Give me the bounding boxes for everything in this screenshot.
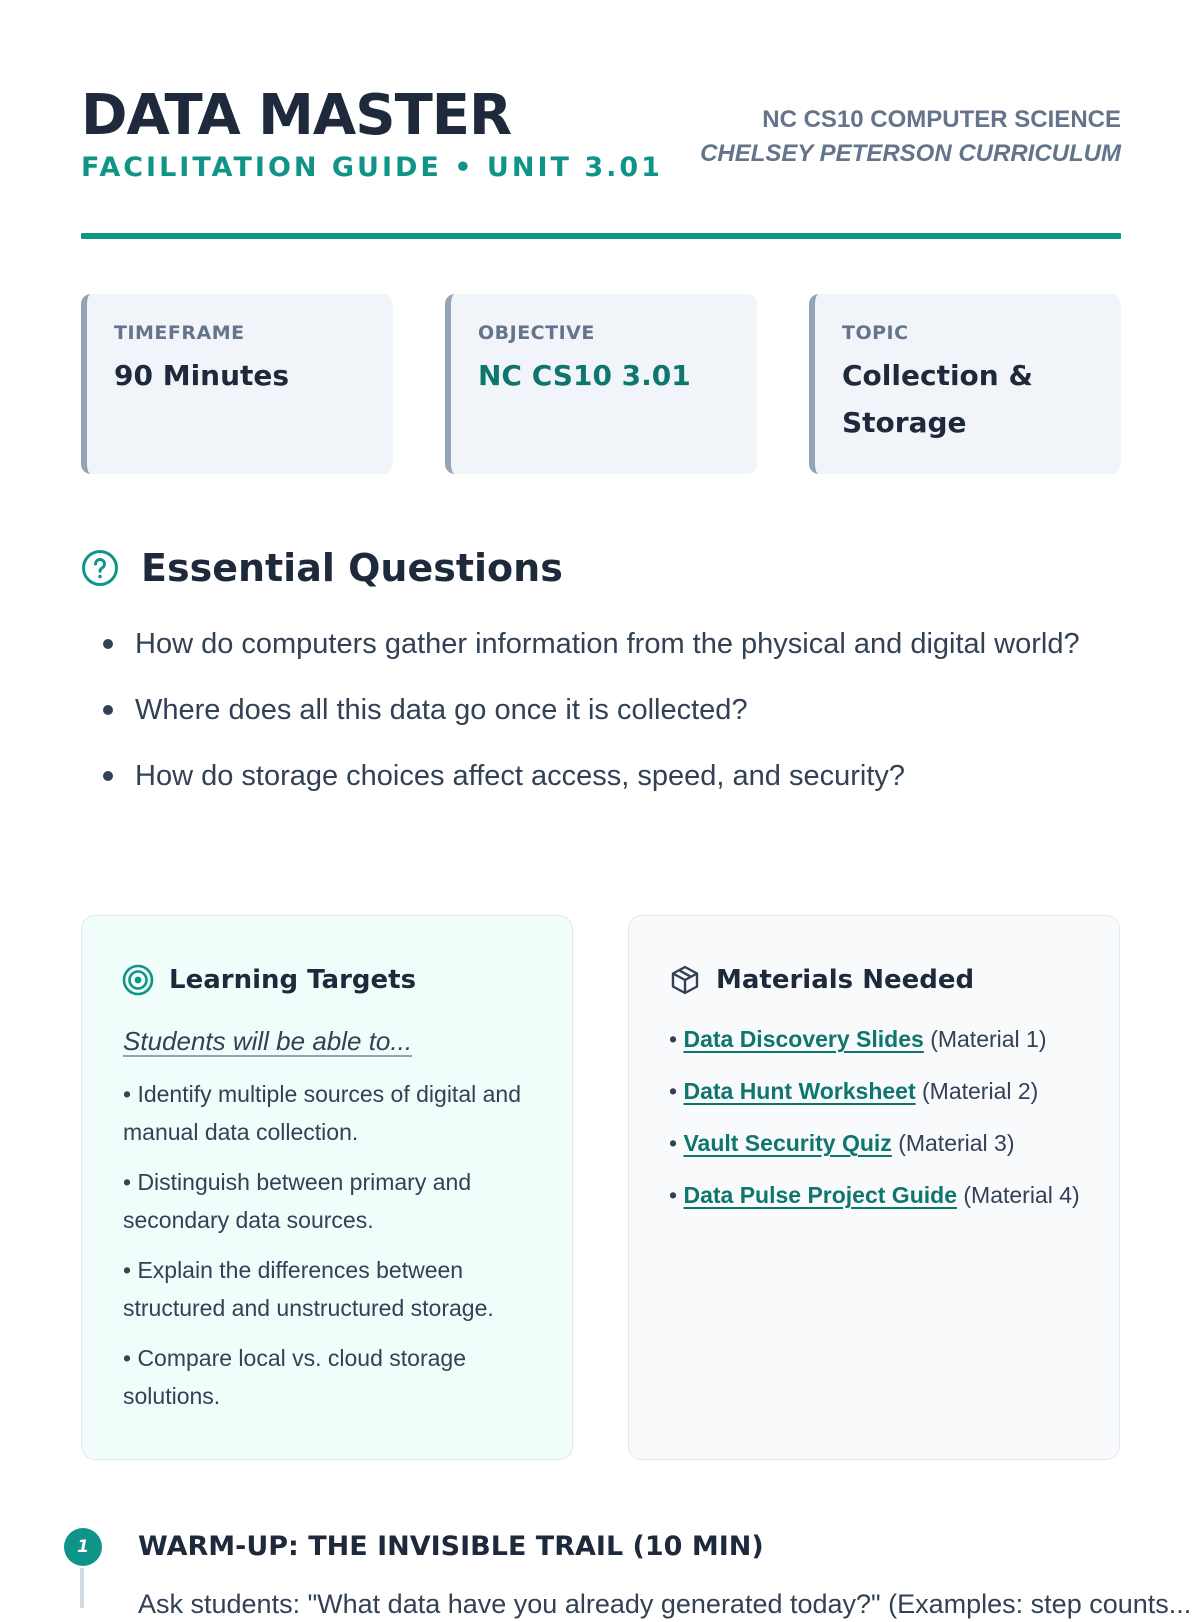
card-value: 90 Minutes bbox=[114, 359, 290, 392]
question-text: How do storage choices affect access, speed, and security? bbox=[135, 760, 906, 792]
list-item bbox=[81, 621, 1121, 667]
timeline-line bbox=[80, 1568, 84, 1608]
material-link-slides[interactable]: Data Discovery Slides bbox=[683, 1026, 924, 1052]
list-item: • Compare local vs. cloud storage solutions. bbox=[123, 1345, 466, 1409]
facilitation-guide-page bbox=[77, 0, 1192, 1619]
list-item bbox=[81, 687, 1121, 733]
card-value: Collection & Storage bbox=[842, 359, 1033, 439]
card-label: TOPIC bbox=[842, 322, 909, 344]
list-item: • Data Hunt Worksheet (Material 2) bbox=[669, 1078, 1039, 1104]
list-item: • Vault Security Quiz (Material 3) bbox=[669, 1130, 1015, 1156]
targets-intro: Students will be able to... bbox=[123, 1026, 413, 1056]
panel-title: Materials Needed bbox=[716, 965, 975, 995]
header-divider bbox=[81, 233, 1121, 239]
material-note: (Material 1) bbox=[930, 1026, 1047, 1052]
box-icon bbox=[669, 964, 701, 996]
objective-card bbox=[445, 294, 757, 474]
timeframe-card bbox=[81, 294, 393, 474]
step-number-badge: 1 bbox=[64, 1528, 102, 1566]
section-title: Essential Questions bbox=[141, 546, 563, 590]
learning-targets-list bbox=[123, 1075, 543, 1427]
panel-title: Learning Targets bbox=[169, 965, 417, 995]
header bbox=[81, 84, 1121, 244]
bullet-icon bbox=[103, 705, 113, 715]
list-item: • Explain the differences between structured and unstructured storage. bbox=[123, 1257, 494, 1321]
material-note: (Material 2) bbox=[922, 1078, 1039, 1104]
list-item bbox=[81, 753, 1121, 799]
essential-questions-heading bbox=[81, 540, 881, 596]
course-name: NC CS10 COMPUTER SCIENCE bbox=[762, 106, 1121, 133]
question-circle-icon bbox=[81, 549, 119, 587]
list-item: • Distinguish between primary and secondary data sources. bbox=[123, 1169, 472, 1233]
list-item: • Data Pulse Project Guide (Material 4) bbox=[669, 1182, 1080, 1208]
material-link-quiz[interactable]: Vault Security Quiz bbox=[683, 1130, 892, 1156]
material-note: (Material 4) bbox=[963, 1182, 1080, 1208]
material-link-worksheet[interactable]: Data Hunt Worksheet bbox=[683, 1078, 916, 1104]
curriculum-author: CHELSEY PETERSON CURRICULUM bbox=[700, 140, 1121, 167]
card-label: TIMEFRAME bbox=[114, 322, 245, 344]
question-text: How do computers gather information from the physical and digital world? bbox=[135, 628, 1080, 660]
topic-card bbox=[809, 294, 1121, 474]
page-subtitle: FACILITATION GUIDE • UNIT 3.01 bbox=[81, 152, 663, 183]
step-description: Ask students: "What data have you already generated today?" (Examples: step counts... bbox=[138, 1589, 1192, 1619]
question-text: Where does all this data go once it is collected? bbox=[135, 694, 748, 726]
bullet-icon bbox=[103, 771, 113, 781]
warm-up-step bbox=[64, 1528, 1192, 1619]
essential-questions-list bbox=[81, 621, 1121, 819]
card-value: NC CS10 3.01 bbox=[478, 359, 691, 392]
step-title: WARM-UP: THE INVISIBLE TRAIL (10 MIN) bbox=[138, 1531, 764, 1562]
list-item: • Data Discovery Slides (Material 1) bbox=[669, 1026, 1047, 1052]
bullet-icon bbox=[103, 639, 113, 649]
materials-list bbox=[669, 1020, 1089, 1228]
materials-panel bbox=[628, 915, 1120, 1460]
page-title: DATA MASTER bbox=[81, 83, 512, 148]
card-label: OBJECTIVE bbox=[478, 322, 595, 344]
material-link-project-guide[interactable]: Data Pulse Project Guide bbox=[683, 1182, 957, 1208]
learning-targets-panel bbox=[81, 915, 573, 1460]
info-cards bbox=[81, 294, 1121, 474]
material-note: (Material 3) bbox=[898, 1130, 1015, 1156]
list-item: • Identify multiple sources of digital and manual data collection. bbox=[123, 1081, 521, 1145]
target-icon bbox=[122, 964, 154, 996]
